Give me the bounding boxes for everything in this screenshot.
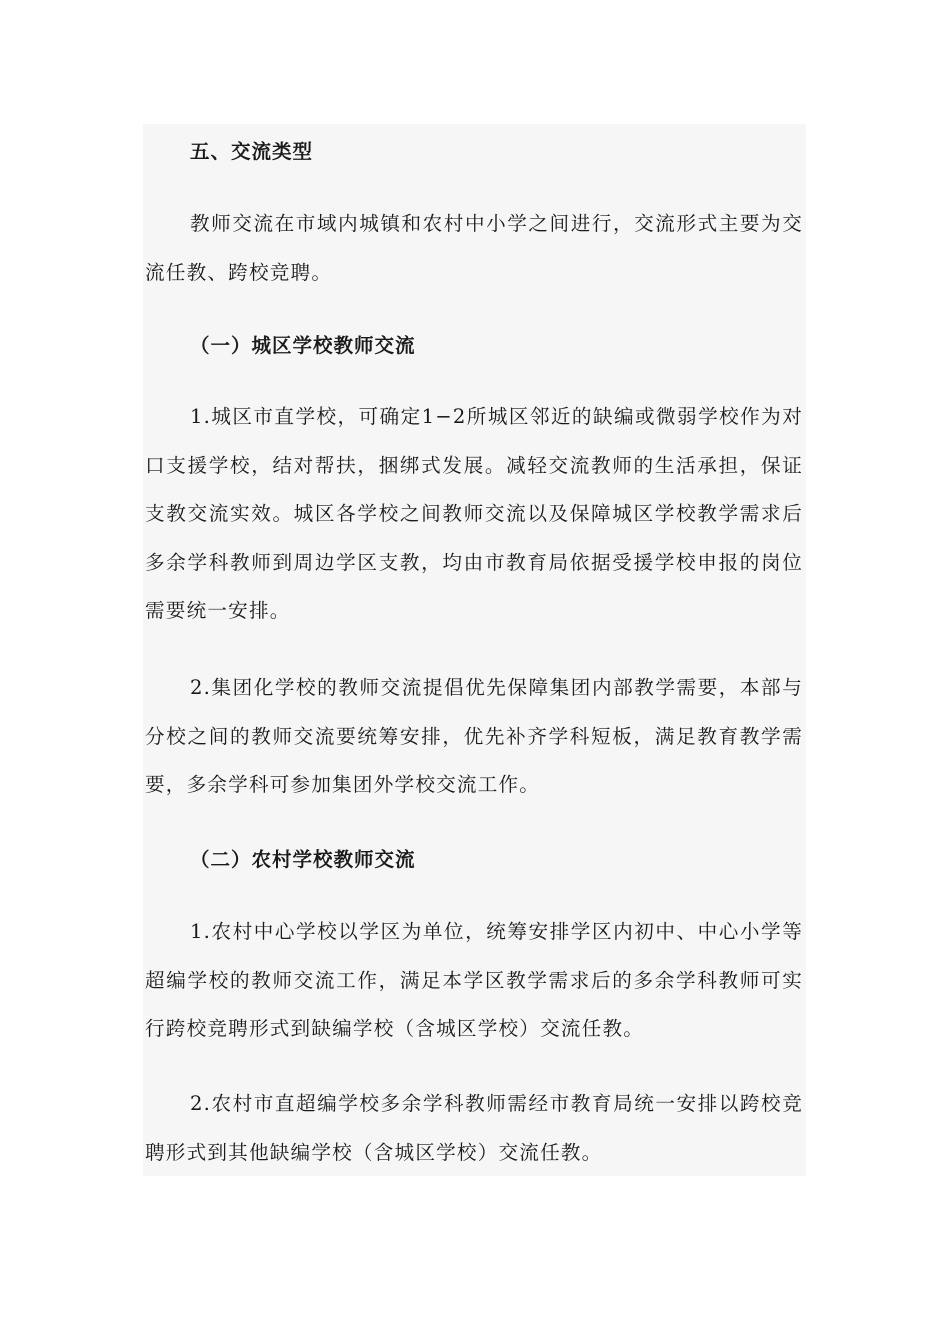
section-intro-paragraph: 教师交流在市域内城镇和农村中小学之间进行，交流形式主要为交流任教、跨校竞聘。: [145, 212, 803, 284]
rural-paragraph-2: 2.农村市直超编学校多余学科教师需经市教育局统一安排以跨校竞聘形式到其他缺编学校（含城区学校）交流任教。: [145, 1092, 803, 1164]
urban-paragraph-2: 2.集团化学校的教师交流提倡优先保障集团内部教学需要，本部与分校之间的教师交流要统筹安排，优先补齐学科短板，满足教育教学需要，多余学科可参加集团外学校交流工作。: [145, 676, 803, 796]
urban-paragraph-1: 1.城区市直学校，可确定1−2所城区邻近的缺编或微弱学校作为对口支援学校，结对帮扶，捆绑式发展。减轻交流教师的生活承担，保证支教交流实效。城区各学校之间教师交流以及保障城区学校教学需求后多余学科教师到周边学区支教，均由市教育局依据受援学校申报的岗位需要统一安排。: [145, 405, 803, 622]
rural-subheading: （二）农村学校教师交流: [190, 848, 416, 871]
section-heading: 五、交流类型: [190, 140, 314, 163]
rural-paragraph-1: 1.农村中心学校以学区为单位，统筹安排学区内初中、中心小学等超编学校的教师交流工作，满足本学区教学需求后的多余学科教师可实行跨校竞聘形式到缺编学校（含城区学校）交流任教。: [145, 920, 803, 1040]
urban-subheading: （一）城区学校教师交流: [190, 334, 416, 357]
